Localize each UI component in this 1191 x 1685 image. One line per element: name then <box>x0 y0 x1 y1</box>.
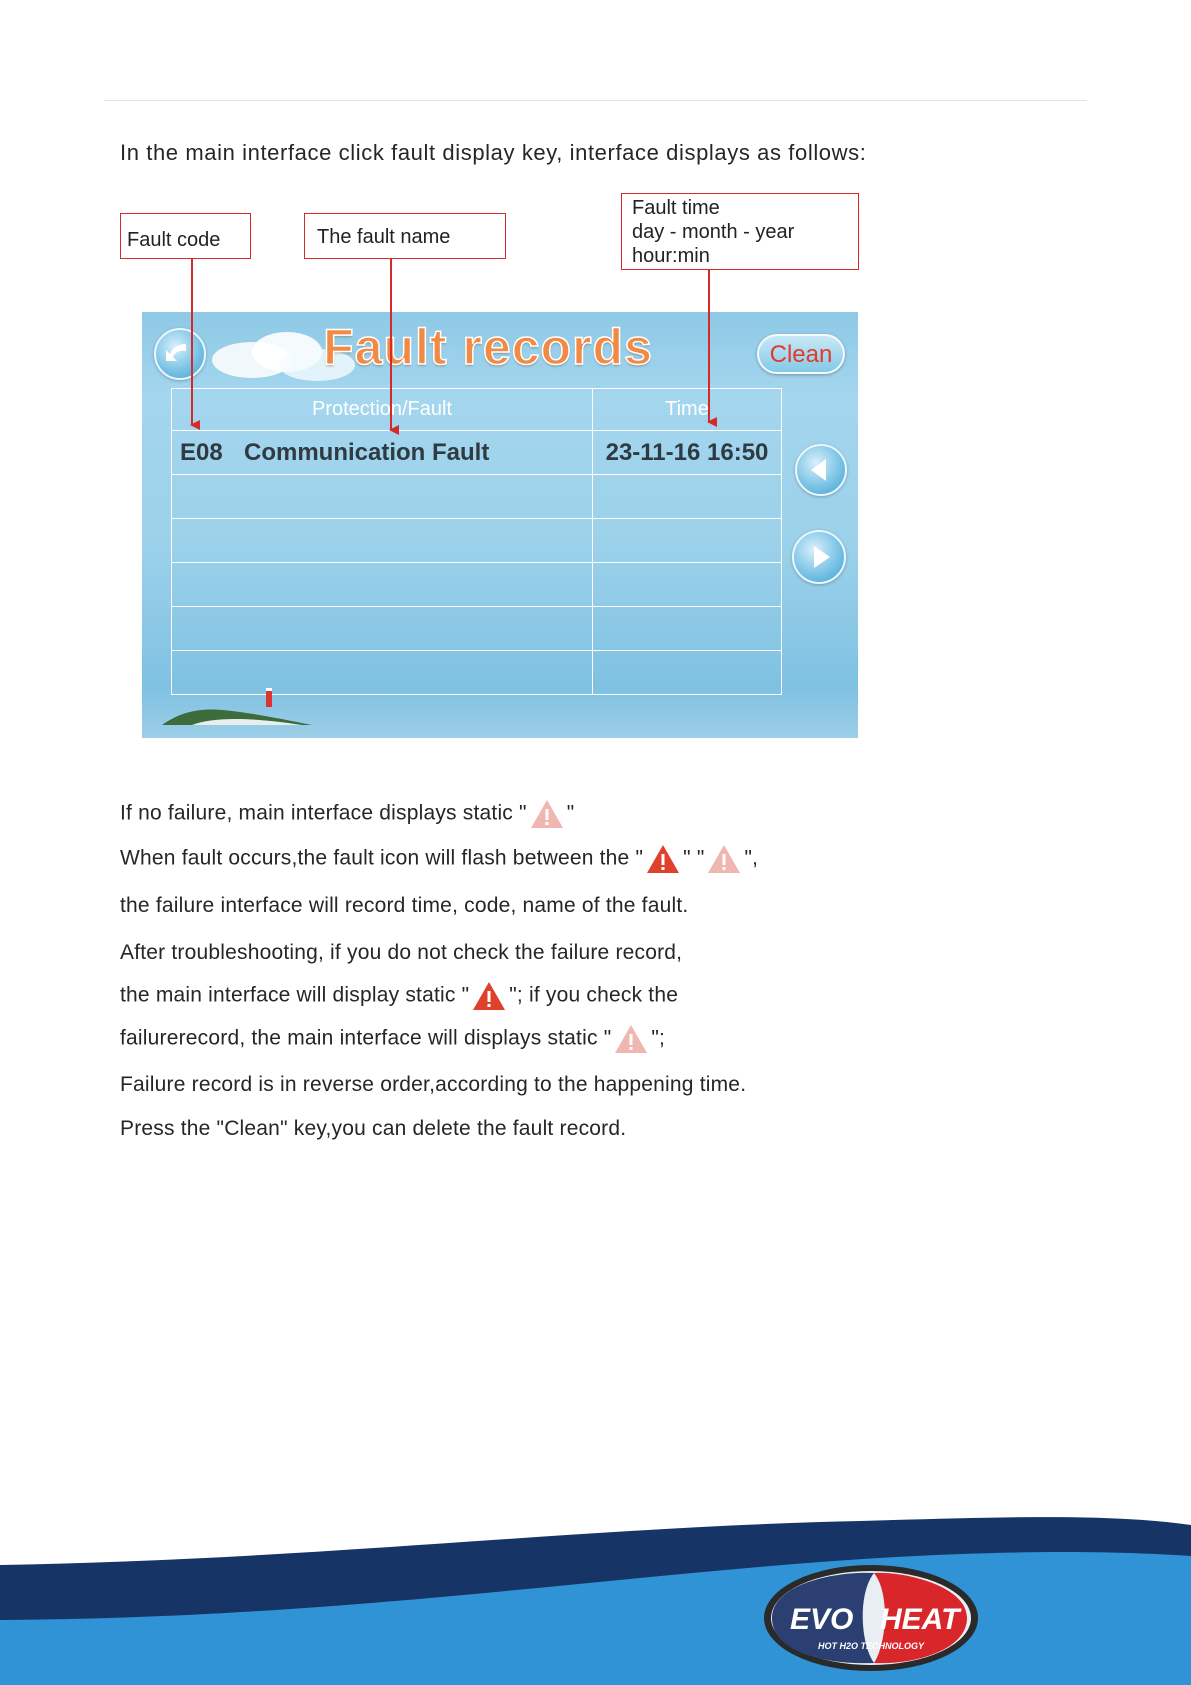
fault-records-screen <box>142 312 858 738</box>
clean-button[interactable]: Clean <box>757 334 845 374</box>
back-arrow-icon <box>156 330 204 378</box>
fault-cell <box>172 431 593 475</box>
callout-fault-time-line2: day - month - year <box>632 221 795 243</box>
fault-cell <box>172 607 593 651</box>
fault-records-table <box>171 388 782 695</box>
screen-title: Fault records <box>323 319 653 375</box>
table-row <box>172 475 782 519</box>
text-line-6 <box>120 1023 665 1055</box>
logo-brand-left: EVO <box>790 1603 854 1636</box>
callout-fault-code <box>120 213 251 259</box>
fault-cell <box>172 475 593 519</box>
fault-name: Communication Fault <box>244 438 490 466</box>
callout-fault-time-line1: Fault time <box>632 197 720 219</box>
text-line-2b: " " <box>683 846 705 870</box>
table-row <box>172 651 782 695</box>
text-line-2a: When fault occurs,the fault icon will flash between the " <box>120 846 644 870</box>
callout-fault-code-label: Fault code <box>127 229 221 251</box>
text-line-1a: If no failure, main interface displays static " <box>120 801 527 825</box>
header-rule <box>104 100 1087 101</box>
text-line-6b: "; <box>651 1026 666 1050</box>
table-row <box>172 431 782 475</box>
logo-tagline: HOT H2O TECHNOLOGY <box>817 1641 925 1651</box>
warning-triangle-icon <box>706 843 742 875</box>
footer-wave <box>0 1500 1191 1685</box>
warning-triangle-icon <box>471 980 507 1012</box>
next-page-button[interactable] <box>792 530 846 584</box>
fault-time <box>593 607 782 651</box>
fault-cell <box>172 651 593 695</box>
right-arrow-icon <box>794 532 844 582</box>
text-line-6a: failurerecord, the main interface will displays static " <box>120 1026 612 1050</box>
fault-time <box>593 519 782 563</box>
back-button[interactable] <box>154 328 206 380</box>
text-line-5a: the main interface will display static " <box>120 983 470 1007</box>
callout-fault-name <box>304 213 506 259</box>
logo-brand-right: HEAT <box>880 1603 960 1636</box>
text-line-2c: ", <box>744 846 759 870</box>
intro-text: In the main interface click fault display key, interface displays as follows: <box>120 140 867 165</box>
text-line-7: Failure record is in reverse order,according to the happening time. <box>120 1073 747 1096</box>
text-line-1b: " <box>566 801 575 825</box>
text-line-3: the failure interface will record time, code, name of the fault. <box>120 894 689 917</box>
island-decoration <box>162 697 312 727</box>
callout-fault-time-line3: hour:min <box>632 245 710 267</box>
fault-cell <box>172 563 593 607</box>
column-header-protection-fault: Protection/Fault <box>172 389 593 431</box>
text-line-8: Press the "Clean" key,you can delete the fault record. <box>120 1117 627 1140</box>
callout-fault-time <box>621 193 859 270</box>
text-line-1 <box>120 798 574 830</box>
text-line-5 <box>120 980 678 1012</box>
text-line-5b: "; if you check the <box>509 983 679 1007</box>
warning-triangle-icon <box>613 1023 649 1055</box>
text-line-4: After troubleshooting, if you do not check the failure record, <box>120 941 683 964</box>
fault-time <box>593 651 782 695</box>
evo-heat-logo <box>762 1563 980 1673</box>
fault-time <box>593 563 782 607</box>
previous-page-button[interactable] <box>795 444 847 496</box>
text-line-2 <box>120 843 758 875</box>
fault-time: 23-11-16 16:50 <box>593 431 782 475</box>
left-arrow-icon <box>797 446 845 494</box>
fault-time <box>593 475 782 519</box>
warning-triangle-icon <box>645 843 681 875</box>
table-row <box>172 519 782 563</box>
table-header-row <box>172 389 782 431</box>
column-header-time: Time <box>593 389 782 431</box>
lighthouse-decoration <box>266 688 272 707</box>
callout-fault-name-label: The fault name <box>317 226 451 248</box>
fault-cell <box>172 519 593 563</box>
table-row <box>172 607 782 651</box>
table-row <box>172 563 782 607</box>
fault-code: E08 <box>180 438 223 466</box>
warning-triangle-icon <box>529 798 565 830</box>
